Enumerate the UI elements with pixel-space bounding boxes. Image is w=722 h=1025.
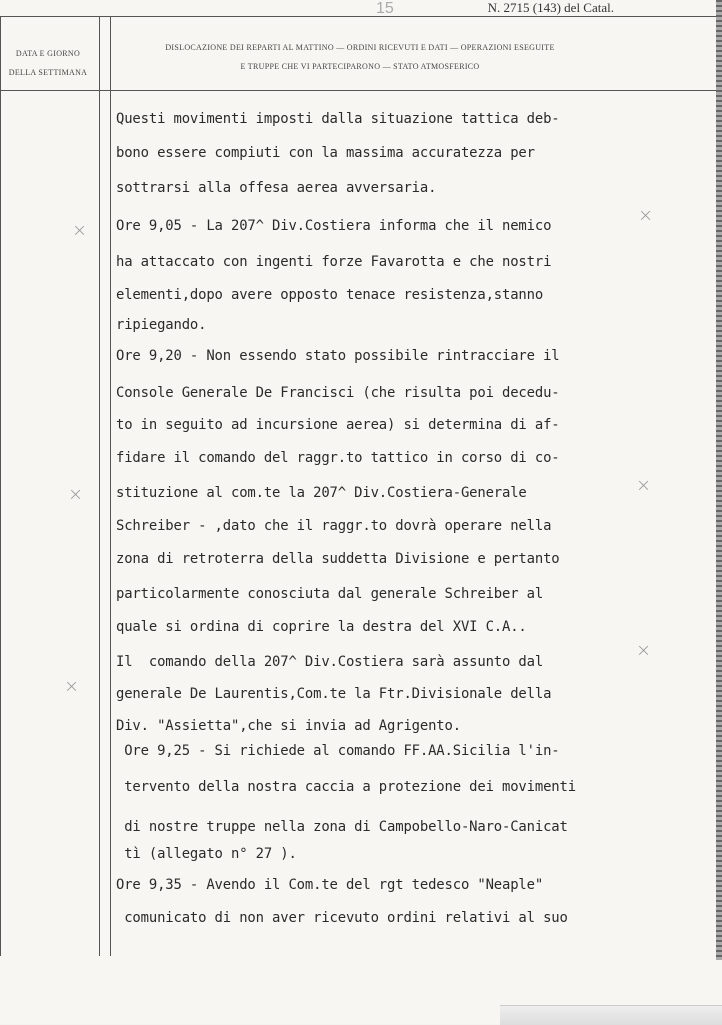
text-line: elementi,dopo avere opposto tenace resistenza,stanno <box>116 287 544 303</box>
catalog-number: N. 2715 (143) del Catal. <box>487 0 614 15</box>
text-line: fidare il comando del raggr.to tattico in corso di co- <box>116 450 560 466</box>
margin-check-mark: × <box>636 640 652 661</box>
text-line: ripiegando. <box>116 317 207 333</box>
text-line: stituzione al com.te la 207^ Div.Costiera-Generale <box>116 485 527 501</box>
text-line: di nostre truppe nella zona di Campobello-Naro-Canicat <box>116 819 568 835</box>
text-line: Schreiber - ,dato che il raggr.to dovrà operare nella <box>116 518 552 534</box>
pencil-page-number: 15 <box>376 0 394 17</box>
text-line: Div. "Assietta",che si invia ad Agrigento. <box>116 718 461 734</box>
column-divider-1 <box>99 16 100 956</box>
left-border <box>0 16 1 956</box>
margin-check-mark: × <box>638 205 654 226</box>
text-line: quale si ordina di coprire la destra del XVI C.A.. <box>116 619 527 635</box>
margin-check-mark: × <box>72 220 88 241</box>
text-line: Console Generale De Francisci (che risulta poi decedu- <box>116 385 560 401</box>
margin-check-mark: × <box>68 484 84 505</box>
header-bottom-rule <box>0 90 722 91</box>
text-line: tervento della nostra caccia a protezione dei movimenti <box>116 779 576 795</box>
text-line: Ore 9,05 - La 207^ Div.Costiera informa che il nemico <box>116 218 552 234</box>
text-line: bono essere compiuti con la massima accuratezza per <box>116 145 535 161</box>
text-line: tì (allegato n° 27 ). <box>116 846 297 862</box>
text-line: comunicato di non aver ricevuto ordini relativi al suo <box>116 910 568 926</box>
text-line: Ore 9,20 - Non essendo stato possibile rintracciare il <box>116 348 560 364</box>
text-line: sottrarsi alla offesa aerea avversaria. <box>116 180 437 196</box>
column-divider-2 <box>110 16 111 956</box>
text-line: zona di retroterra della suddetta Divisione e pertanto <box>116 551 560 567</box>
text-line: generale De Laurentis,Com.te la Ftr.Divisionale della <box>116 686 552 702</box>
text-line: particolarmente conosciuta dal generale Schreiber al <box>116 586 544 602</box>
text-line: Ore 9,25 - Si richiede al comando FF.AA.Sicilia l'in- <box>116 743 560 759</box>
page-fold <box>500 1005 722 1025</box>
text-line: ha attaccato con ingenti forze Favarotta e che nostri <box>116 254 552 270</box>
text-line: to in seguito ad incursione aerea) si determina di af- <box>116 417 560 433</box>
column-header-date: DATA E GIORNO DELLA SETTIMANA <box>8 49 88 77</box>
text-line: Questi movimenti imposti dalla situazione tattica deb- <box>116 111 560 127</box>
text-line: Il comando della 207^ Div.Costiera sarà assunto dal <box>116 654 544 670</box>
right-binding-edge <box>716 0 722 960</box>
top-rule <box>0 16 722 17</box>
margin-check-mark: × <box>64 676 80 697</box>
column-header-operations: DISLOCAZIONE DEI REPARTI AL MATTINO — ORDINI RICEVUTI E DATI — OPERAZIONI ESEGUITE E TRUPPE CHE VI PARTECIPARONO — STATO ATMOSFERICO <box>165 43 555 71</box>
text-line: Ore 9,35 - Avendo il Com.te del rgt tedesco "Neaple" <box>116 877 544 893</box>
margin-check-mark: × <box>636 475 652 496</box>
